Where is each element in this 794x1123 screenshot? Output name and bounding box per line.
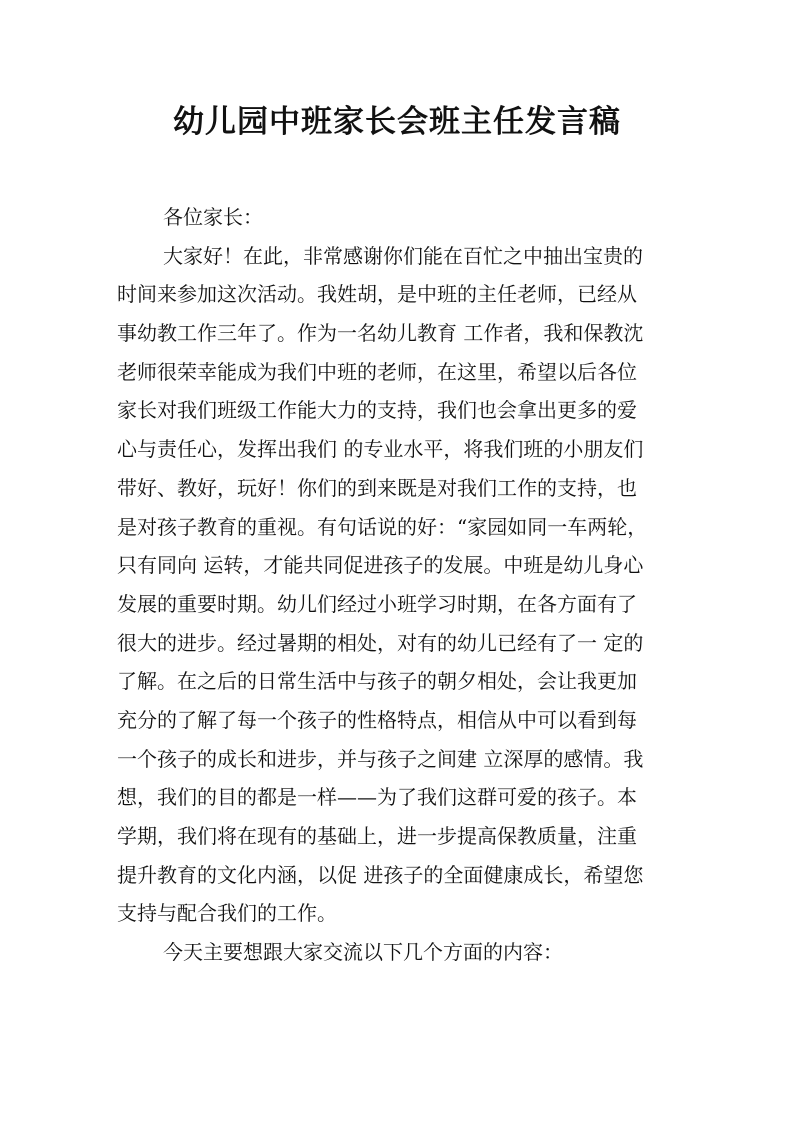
body-line: 发展的重要时期。幼儿们经过小班学习时期，在各方面有了 <box>117 591 637 616</box>
body-line: 事幼教工作三年了。作为一名幼儿教育 工作者，我和保教沈 <box>117 321 644 346</box>
body-line: 支持与配合我们的工作。 <box>117 901 337 926</box>
body-line: 心与责任心，发挥出我们 的专业水平，将我们班的小朋友们 <box>117 437 644 462</box>
body-line: 想，我们的目的都是一样——为了我们这群可爱的孩子。本 <box>117 785 637 810</box>
body-line: 大家好！在此，非常感谢你们能在百忙之中抽出宝贵的 <box>163 243 643 268</box>
body-line: 是对孩子教育的重视。有句话说的好：“家园如同一车两轮， <box>117 514 648 539</box>
body-line: 今天主要想跟大家交流以下几个方面的内容： <box>163 940 563 965</box>
body-line: 学期，我们将在现有的基础上，进一步提高保教质量，注重 <box>117 824 637 848</box>
body-line: 了解。在之后的日常生活中与孩子的朝夕相处，会让我更加 <box>117 669 637 694</box>
body-line: 提升教育的文化内涵，以促 进孩子的全面健康成长，希望您 <box>117 862 644 887</box>
document-title: 幼儿园中班家长会班主任发言稿 <box>173 104 621 140</box>
body-line: 充分的了解了每一个孩子的性格特点，相信从中可以看到每 <box>117 707 637 732</box>
body-line: 家长对我们班级工作能大力的支持，我们也会拿出更多的爱 <box>117 398 637 423</box>
body-line: 一个孩子的成长和进步，并与孩子之间建 立深厚的感情。我 <box>117 746 644 771</box>
body-line: 带好、教好，玩好！你们的到来既是对我们工作的支持，也 <box>117 475 637 500</box>
body-line: 老师很荣幸能成为我们中班的老师，在这里，希望以后各位 <box>117 359 637 384</box>
body-line: 只有同向 运转，才能共同促进孩子的发展。中班是幼儿身心 <box>117 553 644 578</box>
document-body <box>117 198 693 972</box>
body-line: 各位家长： <box>163 205 263 229</box>
body-line: 时间来参加这次活动。我姓胡，是中班的主任老师，已经从 <box>117 282 637 307</box>
body-line: 很大的进步。经过暑期的相处，对有的幼儿已经有了一 定的 <box>117 630 644 655</box>
